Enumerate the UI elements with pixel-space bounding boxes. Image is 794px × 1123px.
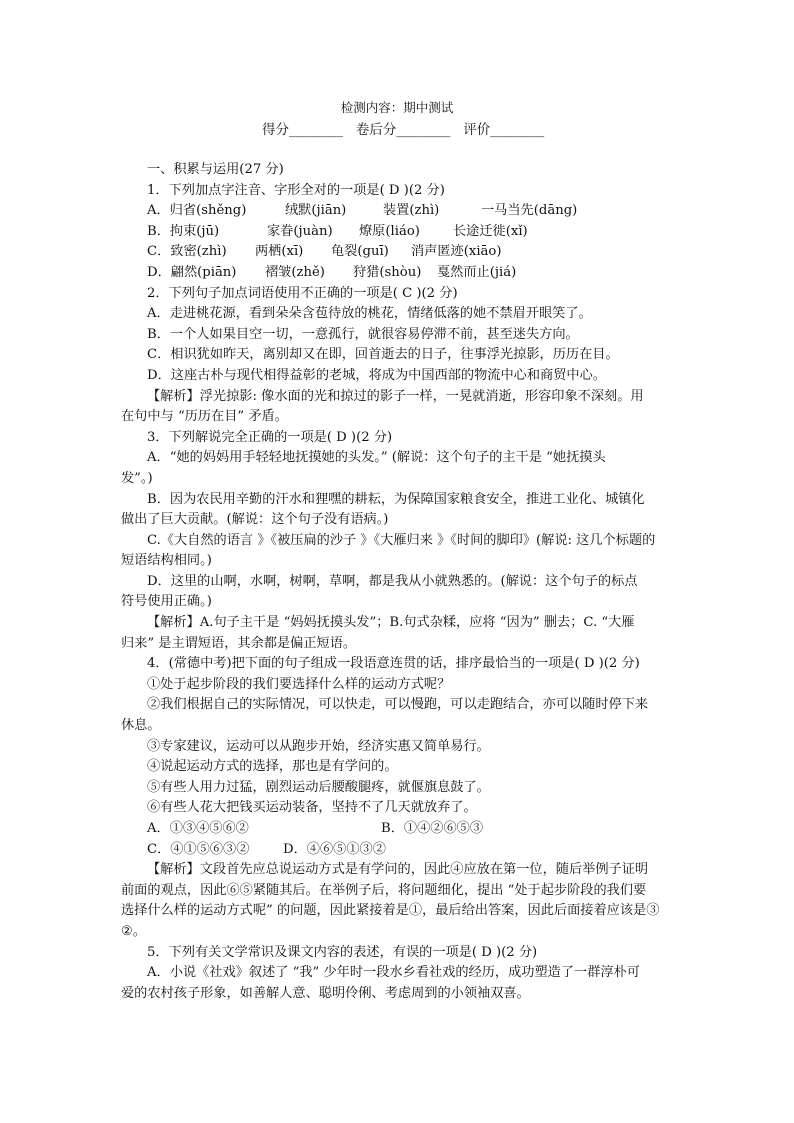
option-d: D．④⑥⑤①③② (283, 841, 386, 857)
document-body (121, 160, 677, 1004)
question-stem: 2．下列句子加点词语使用不正确的一项是( C )(2 分) (147, 285, 458, 301)
option-c (147, 242, 677, 263)
analysis-text: 【解析】浮光掠影: 像水面的光和掠过的影子一样，一晃就消逝，形容印象不深刻。用 (147, 388, 644, 404)
options-ab (147, 819, 677, 840)
option-d-item: 褶皱(zhě) (265, 264, 325, 280)
question-3 (121, 428, 677, 655)
option-c: C.《大自然的语言 》《被压扁的沙子 》《大雁归来 》《时间的脚印》(解说: 这几个标题的 (147, 532, 656, 548)
question-stem: 4．(常德中考)把下面的句子组成一段语意连贯的话，排序最恰当的一项是( D )(2 分) (147, 656, 640, 672)
option-a (147, 201, 677, 222)
option-d: D．这座古朴与现代相得益彰的老城，将成为中国西部的物流中心和商贸中心。 (147, 367, 606, 383)
option-b-item: 长途迁徙(xǐ) (453, 223, 528, 239)
analysis-text: 【解析】文段首先应总说运动方式是有学问的，因此④应放在第一位，随后举例子证明 (147, 862, 649, 878)
option-d: D．这里的山啊，水啊，树啊，草啊，都是我从小就熟悉的。(解说：这个句子的标点 (147, 573, 638, 589)
sentence-1: ①处于起步阶段的我们要选择什么样的运动方式呢？ (147, 676, 451, 692)
option-a: A．小说《社戏》叙述了 “我” 少年时一段水乡看社戏的经历，成功塑造了一群淳朴可 (147, 965, 640, 981)
option-c-item: 龟裂(guī) (331, 244, 389, 260)
analysis-text: 前面的观点，因此⑥⑤紧随其后。在举例子后，将问题细化，提出 “处于起步阶段的我们要 (121, 882, 647, 898)
question-stem: 3．下列解说完全正确的一项是( D )(2 分) (147, 429, 393, 445)
question-2 (121, 284, 677, 428)
option-d (147, 263, 677, 284)
option-b: B．因为农民用辛勤的汗水和狸嘿的耕耘，为保障国家粮食安全，推进工业化、城镇化 (147, 491, 645, 507)
option-b (147, 222, 677, 243)
sentence-4: ④说起运动方式的选择，那也是有学问的。 (147, 759, 398, 775)
option-a: A．走进桃花源，看到朵朵含苞待放的桃花，情绪低落的她不禁眉开眼笑了。 (147, 306, 592, 322)
option-c: C．相识犹如昨天，离别却又在即，回首逝去的日子，往事浮光掠影，历历在目。 (147, 347, 619, 363)
option-d-item: 狩猎(shòu) (353, 264, 422, 280)
option-b: B．一个人如果目空一切，一意孤行，就很容易停滞不前，甚至迷失方向。 (147, 326, 579, 342)
option-b: B．①④②⑥⑤③ (381, 821, 484, 836)
option-a: A．①③④⑤⑥② (147, 821, 249, 836)
option-d-cont: 符号使用正确。) (121, 594, 212, 610)
option-d-item: 戛然而止(jiá) (437, 264, 517, 280)
option-d-item: D．翩然(piān) (147, 264, 237, 280)
option-a-item: 绒默(jiān) (285, 203, 347, 219)
question-5 (121, 943, 677, 1005)
question-1 (147, 181, 677, 284)
question-4 (121, 654, 677, 942)
option-a: A．“她的妈妈用手轻轻地抚摸她的头发。” (解说：这个句子的主干是 “她抚摸头 (147, 450, 606, 466)
option-c-cont: 短语结构相同。) (121, 553, 212, 569)
analysis-text: 归来” 是主谓短语，其余都是偏正短语。 (121, 635, 357, 651)
option-a-item: 一马当先(dāng) (481, 203, 578, 219)
test-title: 检测内容：期中测试 (340, 100, 454, 115)
sentence-5: ⑤有些人用力过猛，剧烈运动后腰酸腿疼，就偃旗息鼓了。 (147, 779, 490, 795)
sentence-3: ③专家建议，运动可以从跑步开始，经济实惠又简单易行。 (147, 738, 490, 754)
analysis-text: 选择什么样的运动方式呢” 的问题，因此紧接着是①，最后给出答案，因此后面接着应该是③ (121, 903, 660, 919)
option-c-item: 消声匿迹(xiāo) (411, 244, 502, 260)
option-a-cont: 发”。) (121, 470, 153, 486)
option-c: C．④①⑤⑥③② (147, 841, 250, 857)
option-b-cont: 做出了巨大贡献。(解说：这个句子没有语病。) (121, 512, 389, 528)
sentence-2-cont: 休息。 (121, 718, 161, 734)
option-b-item: B．拘束(jū) (147, 223, 220, 239)
sentence-6: ⑥有些人花大把钱买运动装备，坚持不了几天就放弃了。 (147, 800, 477, 816)
question-stem: 5．下列有关文学常识及课文内容的表述，有误的一项是( D )(2 分) (147, 944, 538, 960)
option-a-item: 装置(zhì) (383, 203, 440, 219)
option-a-cont: 爱的农村孩子形象，如善解人意、聪明伶俐、考虑周到的小领袖双喜。 (121, 985, 530, 1001)
score-fields: 得分________ 卷后分________ 评价________ (262, 122, 545, 138)
analysis-text: 在句中与 “历历在目” 矛盾。 (121, 409, 288, 425)
options-cd (147, 840, 677, 861)
option-c-item: 两栖(xī) (255, 244, 304, 260)
sentence-2: ②我们根据自己的实际情况，可以快走，可以慢跑，可以走跑结合，亦可以随时停下来 (147, 697, 649, 713)
question-stem: 1．下列加点字注音、字形全对的一项是( D )(2 分) (147, 182, 445, 198)
option-b-item: 燎原(liáo) (359, 223, 420, 239)
analysis-text: ②。 (121, 923, 147, 939)
section-heading: 一、积累与运用(27 分) (147, 162, 284, 177)
analysis-text: 【解析】A.句子主干是 “妈妈抚摸头发”；B.句式杂糅，应将 “因为” 删去；C. “大雁 (147, 615, 635, 631)
option-a-item: A．归省(shěng) (147, 203, 247, 219)
option-b-item: 家眷(juàn) (267, 223, 333, 239)
option-c-item: C．致密(zhì) (147, 244, 227, 260)
